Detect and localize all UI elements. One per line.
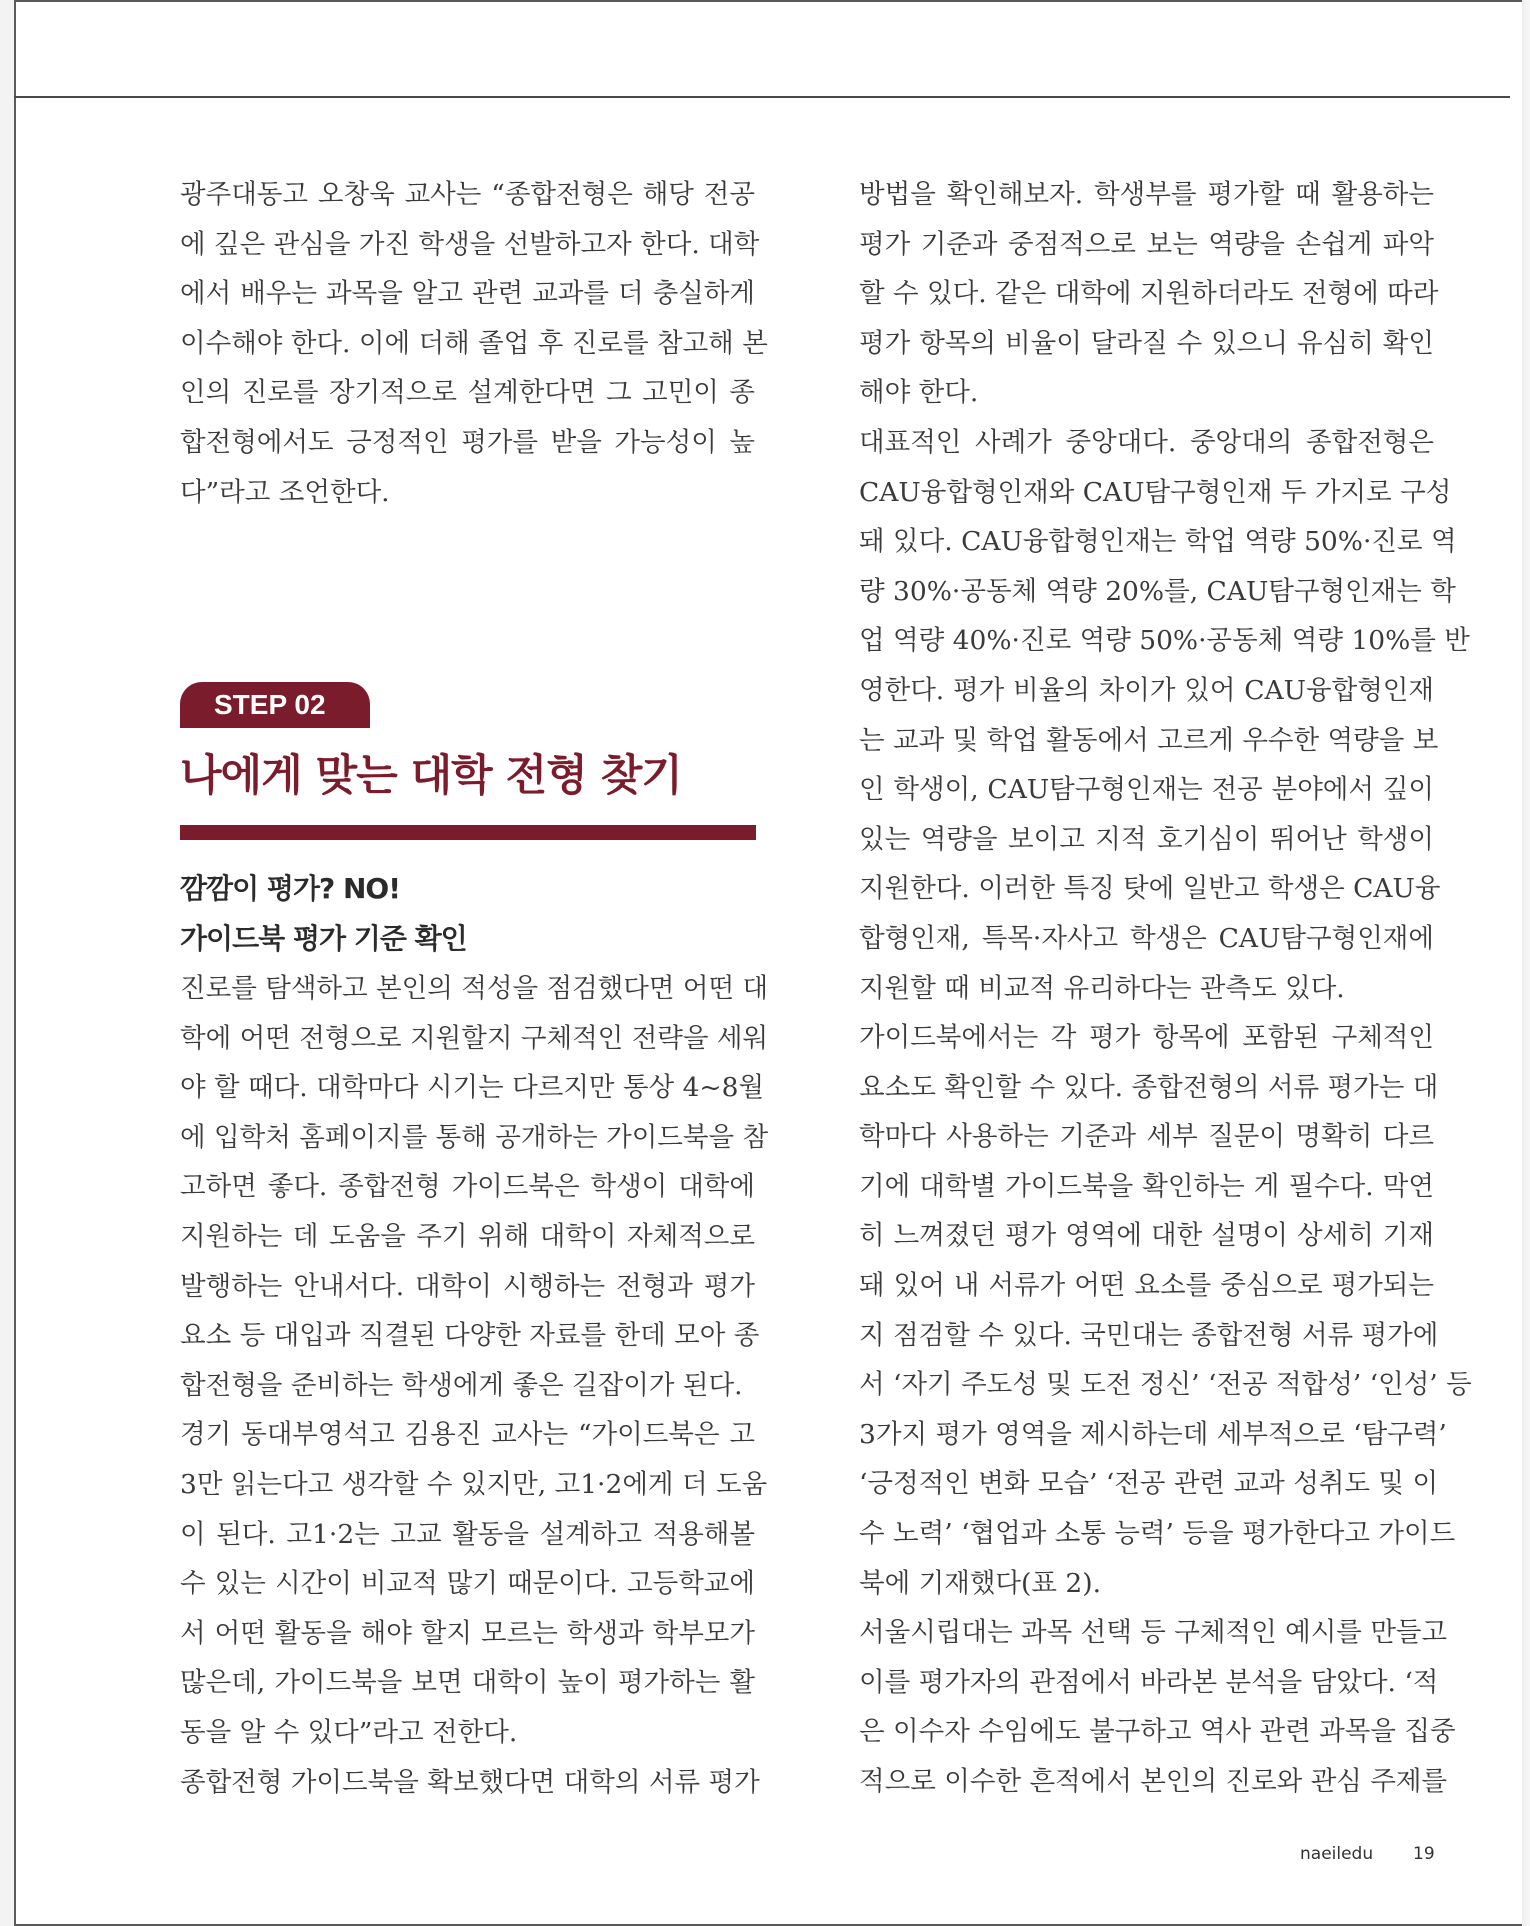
text-line: 적으로 이수한 흔적에서 본인의 진로와 관심 주제를 [859, 1766, 1448, 1797]
intro-paragraph [180, 170, 768, 517]
text-line: 영한다. 평가 비율의 차이가 있어 CAU융합형인재 [859, 674, 1434, 706]
text-line: 서 어떤 활동을 해야 할지 모르는 학생과 학부모가 [180, 1617, 755, 1649]
text-line: 경기 동대부영석고 김용진 교사는 “가이드북은 고 [180, 1419, 755, 1451]
text-line: 서울시립대는 과목 선택 등 구체적인 예시를 만들고 [859, 1617, 1448, 1649]
section-title: 나에게 맞는 대학 전형 찾기 [180, 751, 682, 801]
text-line: 돼 있다. CAU융합형인재는 학업 역량 50%·진로 역 [859, 526, 1457, 558]
text-line: 지원한다. 이러한 특징 탓에 일반고 학생은 CAU융 [859, 873, 1441, 905]
title-underline-bar [180, 825, 756, 840]
text-line: 발행하는 안내서다. 대학이 시행하는 전형과 평가 [180, 1270, 755, 1302]
text-line: 야 할 때다. 대학마다 시기는 다르지만 통상 4~8월 [180, 1072, 765, 1104]
text-line: 지원할 때 비교적 유리하다는 관측도 있다. [859, 972, 1345, 1004]
text-line: 합전형을 준비하는 학생에게 좋은 길잡이가 된다. [180, 1369, 743, 1401]
text-line: 이수해야 한다. 이에 더해 졸업 후 진로를 참고해 본 [180, 327, 768, 359]
text-line: 북에 기재했다(표 2). [859, 1567, 1102, 1599]
text-line: 합전형에서도 긍정적인 평가를 받을 가능성이 높 [180, 426, 755, 458]
step-badge: STEP 02 [180, 682, 370, 728]
left-body-text [180, 964, 769, 1807]
text-line: 대표적인 사례가 중앙대다. 중앙대의 종합전형은 [859, 426, 1434, 458]
text-line: 에 깊은 관심을 가진 학생을 선발하고자 한다. 대학 [180, 228, 760, 260]
text-line: 3만 읽는다고 생각할 수 있지만, 고1·2에게 더 도움 [180, 1468, 768, 1500]
text-line: 3가지 평가 영역을 제시하는데 세부적으로 ‘탐구력’ [859, 1418, 1447, 1450]
text-line: 은 이수자 수임에도 불구하고 역사 관련 과목을 집중 [859, 1716, 1456, 1748]
text-line: 학에 어떤 전형으로 지원할지 구체적인 전략을 세워 [180, 1022, 769, 1054]
text-line: 동을 알 수 있다”라고 전한다. [180, 1716, 518, 1748]
text-line: ‘긍정적인 변화 모습’ ‘전공 관련 교과 성취도 및 이 [859, 1468, 1439, 1500]
right-body-text [859, 170, 1472, 1807]
text-line: 지 점검할 수 있다. 국민대는 종합전형 서류 평가에 [859, 1319, 1439, 1351]
text-line: 인 학생이, CAU탐구형인재는 전공 분야에서 깊이 [859, 774, 1434, 806]
text-line: 있는 역량을 보이고 지적 호기심이 뛰어난 학생이 [859, 823, 1434, 855]
text-line: 수 노력’ ‘협업과 소통 능력’ 등을 평가한다고 가이드 [859, 1518, 1456, 1550]
text-line: 에서 배우는 과목을 알고 관련 교과를 더 충실하게 [180, 278, 755, 310]
text-line: 진로를 탐색하고 본인의 적성을 점검했다면 어떤 대 [180, 973, 769, 1004]
text-line: 다”라고 조언한다. [180, 476, 390, 508]
text-line: 는 교과 및 학업 활동에서 고르게 우수한 역량을 보 [859, 724, 1439, 756]
text-line: 기에 대학별 가이드북을 확인하는 게 필수다. 막연 [859, 1170, 1434, 1202]
text-line: 방법을 확인해보자. 학생부를 평가할 때 활용하는 [859, 179, 1434, 210]
text-line: 돼 있어 내 서류가 어떤 요소를 중심으로 평가되는 [859, 1270, 1434, 1302]
text-line: 서 ‘자기 주도성 및 도전 정신’ ‘전공 적합성’ ‘인성’ 등 [859, 1369, 1472, 1401]
text-line: 히 느껴졌던 평가 영역에 대한 설명이 상세히 기재 [859, 1220, 1434, 1252]
text-line: 광주대동고 오창욱 교사는 “종합전형은 해당 전공 [180, 179, 755, 210]
text-line: 지원하는 데 도움을 주기 위해 대학이 자체적으로 [180, 1220, 755, 1252]
text-line: 학마다 사용하는 기준과 세부 질문이 명확히 다르 [859, 1121, 1434, 1153]
footer-brand: naeiledu [1300, 1844, 1374, 1864]
text-line: 업 역량 40%·진로 역량 50%·공동체 역량 10%를 반 [859, 625, 1470, 657]
text-line: 에 입학처 홈페이지를 통해 공개하는 가이드북을 참 [180, 1121, 769, 1153]
subheading-line-1: 깜깜이 평가? NO! [180, 872, 400, 905]
text-line: 해야 한다. [859, 377, 979, 409]
text-line: 할 수 있다. 같은 대학에 지원하더라도 전형에 따라 [859, 278, 1439, 310]
text-line: 평가 기준과 중점적으로 보는 역량을 손쉽게 파악 [859, 228, 1434, 260]
text-line: 많은데, 가이드북을 보면 대학이 높이 평가하는 활 [180, 1667, 755, 1699]
text-line: 수 있는 시간이 비교적 많기 때문이다. 고등학교에 [180, 1568, 755, 1600]
text-line: 종합전형 가이드북을 확보했다면 대학의 서류 평가 [180, 1766, 760, 1798]
text-line: 인의 진로를 장기적으로 설계한다면 그 고민이 종 [180, 377, 755, 409]
text-line: 이를 평가자의 관점에서 바라본 분석을 담았다. ‘적 [859, 1666, 1439, 1698]
text-line: 가이드북에서는 각 평가 항목에 포함된 구체적인 [859, 1022, 1434, 1054]
subheading-line-2: 가이드북 평가 기준 확인 [180, 922, 467, 955]
text-line: 이 된다. 고1·2는 고교 활동을 설계하고 적용해볼 [180, 1518, 755, 1550]
text-line: 요소도 확인할 수 있다. 종합전형의 서류 평가는 대 [859, 1071, 1439, 1103]
text-line: 고하면 좋다. 종합전형 가이드북은 학생이 대학에 [180, 1171, 755, 1203]
text-line: 평가 항목의 비율이 달라질 수 있으니 유심히 확인 [859, 327, 1434, 359]
page-number: 19 [1413, 1844, 1435, 1864]
text-line: CAU융합형인재와 CAU탐구형인재 두 가지로 구성 [859, 476, 1452, 508]
header-rule [14, 96, 1510, 98]
text-line: 량 30%·공동체 역량 20%를, CAU탐구형인재는 학 [859, 575, 1456, 607]
subheading [180, 864, 467, 964]
text-line: 요소 등 대입과 직결된 다양한 자료를 한데 모아 종 [180, 1320, 760, 1352]
text-line: 합형인재, 특목·자사고 학생은 CAU탐구형인재에 [859, 922, 1434, 954]
